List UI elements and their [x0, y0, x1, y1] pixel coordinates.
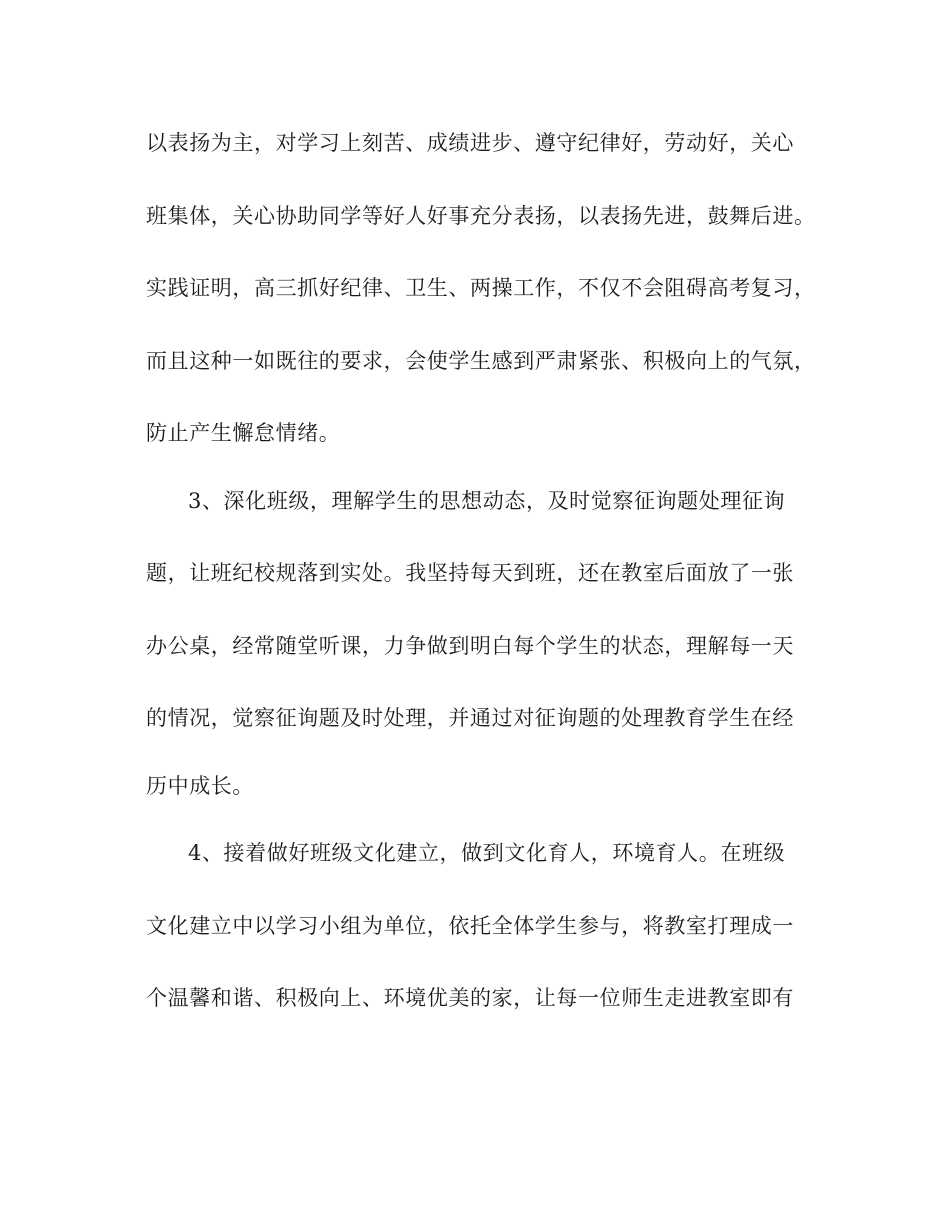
- paragraph-3-first-line: 3、深化班级，理解学生的思想动态，及时觉察征询题处理征询: [188, 489, 786, 513]
- text-line: 实践证明，高三抓好纪律、卫生、两操工作，不仅不会阻碍高考复习，: [146, 276, 816, 300]
- text-line: 防止产生懈怠情绪。: [146, 421, 341, 445]
- paragraph-4-first-line: 4、接着做好班级文化建立，做到文化育人，环境育人。在班级: [188, 841, 786, 865]
- text-line: 个温馨和谐、积极向上、环境优美的家，让每一位师生走进教室即有: [146, 986, 794, 1010]
- text-line: 班集体，关心协助同学等好人好事充分表扬，以表扬先进，鼓舞后进。: [146, 204, 816, 228]
- text-line: 以表扬为主，对学习上刻苦、成绩进步、遵守纪律好，劳动好，关心: [146, 131, 794, 155]
- text-line: 办公桌，经常随堂听课，力争做到明白每个学生的状态，理解每一天: [146, 634, 794, 658]
- text-line: 而且这种一如既往的要求，会使学生感到严肃紧张、积极向上的气氛，: [146, 349, 816, 373]
- text-line: 历中成长。: [146, 774, 254, 798]
- text-line: 题，让班纪校规落到实处。我坚持每天到班，还在教室后面放了一张: [146, 561, 794, 585]
- text-line: 的情况，觉察征询题及时处理，并通过对征询题的处理教育学生在经: [146, 706, 794, 730]
- text-line: 文化建立中以学习小组为单位，依托全体学生参与，将教室打理成一: [146, 914, 794, 938]
